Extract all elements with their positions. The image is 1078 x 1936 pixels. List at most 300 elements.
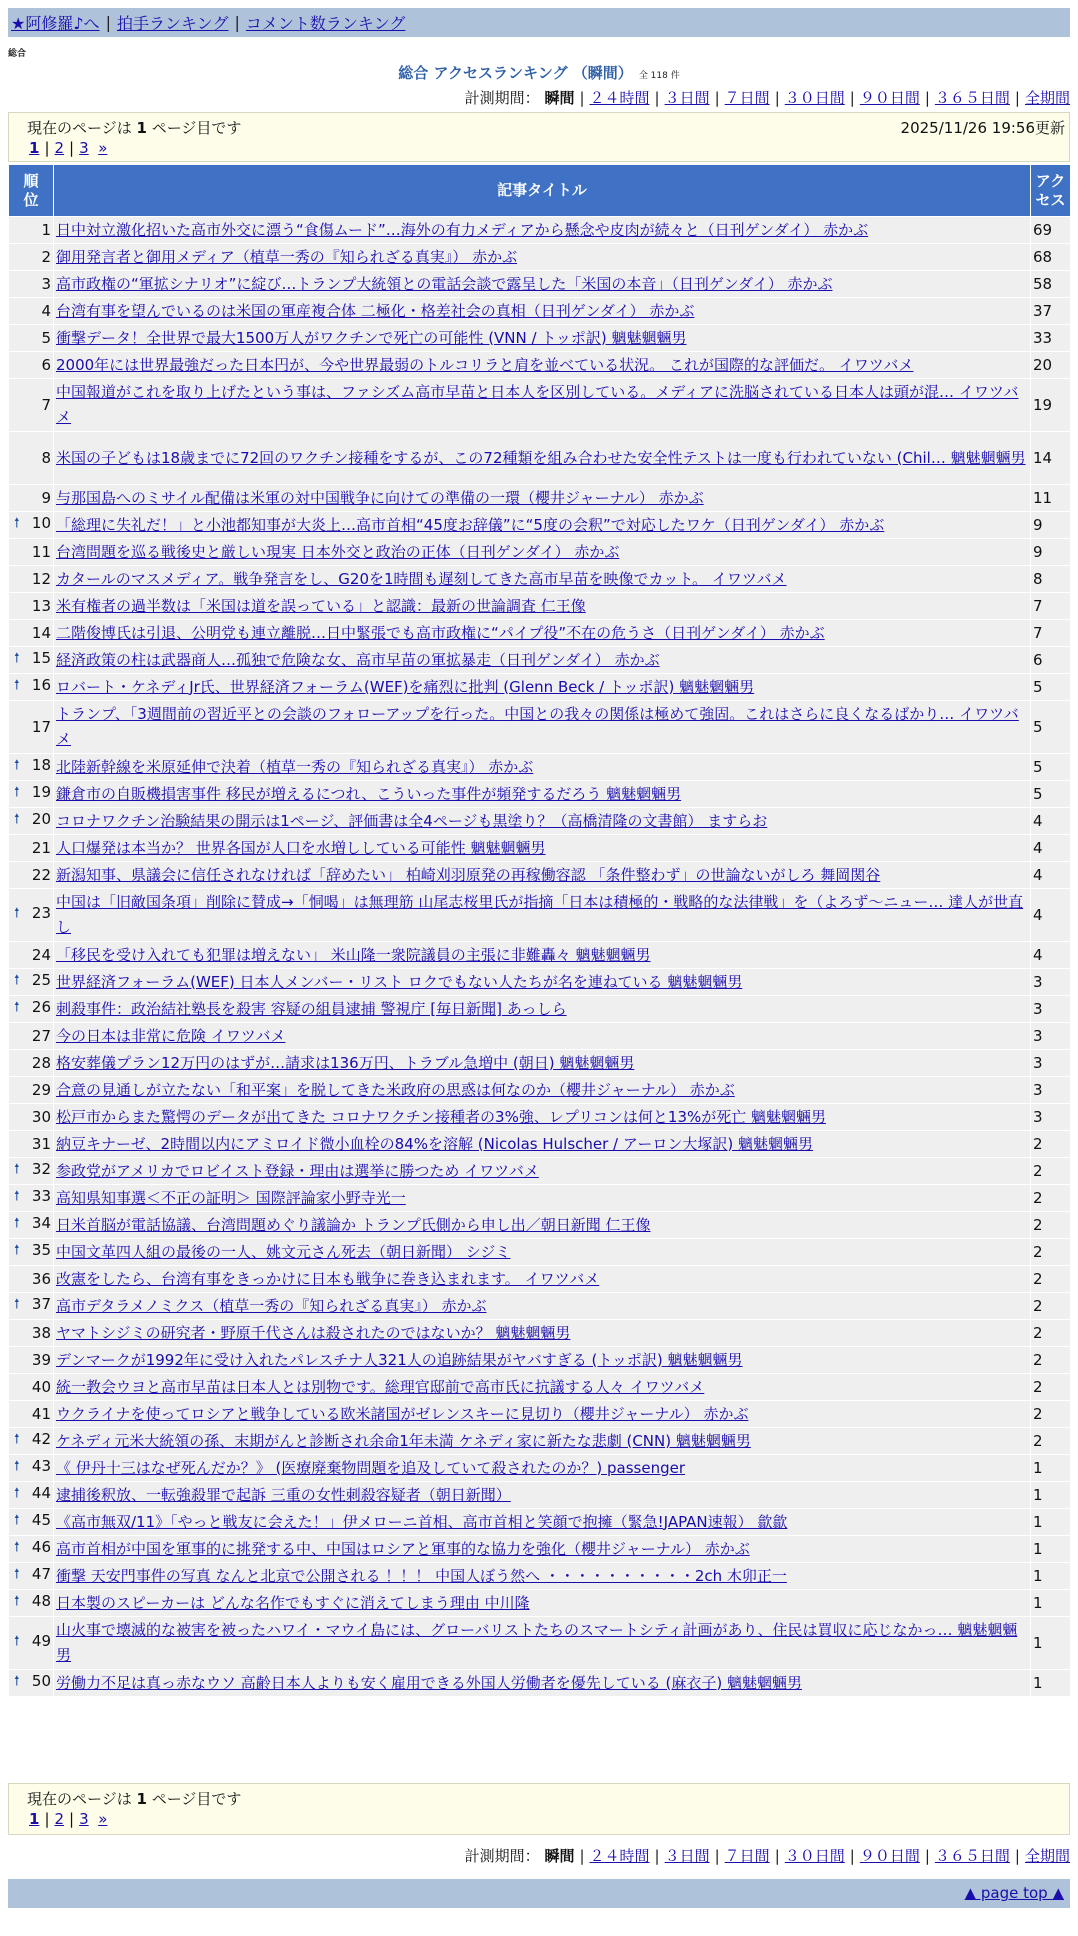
table-row (9, 566, 1071, 593)
page-info-box-bottom (8, 1783, 1070, 1835)
title-cell (54, 1563, 1031, 1590)
period-label: 計測期間： (464, 1847, 545, 1865)
rank-cell (9, 217, 54, 244)
access-count: 5 (1031, 674, 1071, 701)
article-link[interactable]: 統一教会ウヨと高市早苗は日本人とは別物です。総理官邸前で高市氏に抗議する人々 イワツバメ (56, 1377, 705, 1396)
article-link[interactable]: 改憲をしたら、台湾有事をきっかけに日本も戦争に巻き込まれます。 イワツバメ (56, 1269, 600, 1288)
table-row (9, 781, 1071, 808)
rank-cell (9, 781, 54, 808)
up-arrow-icon: 🠕 (14, 785, 20, 800)
table-row (9, 1050, 1071, 1077)
title-cell (54, 1077, 1031, 1104)
rank-number: 12 (31, 570, 51, 588)
access-count: 2 (1031, 1401, 1071, 1428)
period-separator: | (924, 89, 930, 107)
title-cell (54, 1158, 1031, 1185)
rank-cell (9, 1320, 54, 1347)
access-count: 2 (1031, 1239, 1071, 1266)
article-link[interactable]: 米有権者の過半数は「米国は道を誤っている」と認識：最新の世論調査 仁王像 (56, 596, 586, 615)
table-row (9, 996, 1071, 1023)
title-cell (54, 539, 1031, 566)
table-row (9, 1023, 1071, 1050)
title-cell (54, 1239, 1031, 1266)
rank-number: 2 (41, 248, 51, 266)
period-separator: | (654, 1847, 660, 1865)
table-row (9, 1374, 1071, 1401)
title-cell (54, 352, 1031, 379)
up-arrow-icon: 🠕 (14, 758, 20, 773)
article-link[interactable]: トランプ、「3週間前の習近平との会談のフォローアップを行った。中国との我々の関係は極めて強固。これはさらに良くなるばかり… イワツバメ (56, 705, 1019, 748)
access-count: 3 (1031, 969, 1071, 996)
title-cell (54, 1482, 1031, 1509)
ranking-table-body (9, 217, 1071, 1697)
rank-cell (9, 1185, 54, 1212)
period-link-5[interactable]: ３６５日間 (934, 1847, 1010, 1865)
access-count: 1 (1031, 1617, 1071, 1670)
rank-number: 48 (31, 1592, 51, 1610)
article-link[interactable]: 与那国島へのミサイル配備は米軍の対中国戦争に向けての準備の一環（櫻井ジャーナル） 赤かぶ (56, 488, 704, 507)
article-link[interactable]: 米国の子どもは18歳までに72回のワクチン接種をするが、この72種類を組み合わせた安全性テストは一度も行われていない (Chil… 魑魅魍魎男 (56, 448, 1026, 467)
pager-next[interactable]: » (98, 1810, 108, 1828)
period-separator: | (714, 1847, 720, 1865)
article-link[interactable]: 世界経済フォーラム(WEF) 日本人メンバー・リスト ロクでもない人たちが名を連ねている 魑魅魍魎男 (56, 972, 743, 991)
rank-number: 13 (31, 597, 51, 615)
table-row (9, 701, 1071, 754)
access-count: 4 (1031, 862, 1071, 889)
period-link-3[interactable]: ３０日間 (784, 1847, 845, 1865)
article-link[interactable]: 二階俊博氏は引退、公明党も連立離脱…日中緊張でも高市政権に“パイプ役”不在の危うさ（日刊ゲンダイ） 赤かぶ (56, 623, 825, 642)
rank-cell (9, 593, 54, 620)
page-info-suffix: ページ目です (151, 119, 242, 137)
rank-cell (9, 1293, 54, 1320)
article-link[interactable]: 台湾問題を巡る戦後史と厳しい現実 日本外交と政治の正体（日刊ゲンダイ） 赤かぶ (56, 542, 620, 561)
current-page-info (27, 117, 241, 138)
rank-cell (9, 1563, 54, 1590)
access-count: 4 (1031, 808, 1071, 835)
table-row (9, 1320, 1071, 1347)
up-arrow-icon: 🠕 (14, 1000, 20, 1015)
rank-number: 45 (31, 1511, 51, 1529)
title-cell (54, 379, 1031, 432)
access-count: 33 (1031, 325, 1071, 352)
period-link-6[interactable]: 全期間 (1024, 1847, 1070, 1865)
table-row (9, 1347, 1071, 1374)
up-arrow-icon: 🠕 (14, 1162, 20, 1177)
rank-cell (9, 244, 54, 271)
rank-number: 32 (31, 1160, 51, 1178)
article-link[interactable]: デンマークが1992年に受け入れたパレスチナ人321人の追跡結果がヤバすぎる (トッポ訳) 魑魅魍魎男 (56, 1350, 743, 1369)
title-cell (54, 647, 1031, 674)
comment-ranking-link[interactable]: コメント数ランキング (245, 14, 406, 33)
article-link[interactable]: 山火事で壊滅的な被害を被ったハワイ・マウイ島には、グローバリストたちのスマートシティ計画があり、住民は買収に応じなかっ… 魑魅魍魎男 (56, 1621, 1018, 1664)
pager-top: 1 | 2 | 3 » (29, 139, 108, 157)
rank-cell (9, 1023, 54, 1050)
up-arrow-icon: 🠕 (14, 1567, 20, 1582)
article-link[interactable]: 中国報道がこれを取り上げたという事は、ファシズム高市早苗と日本人を区別している。メディアに洗脳されている日本人は頭が混… イワツバメ (56, 383, 1019, 426)
up-arrow-icon: 🠕 (14, 1486, 20, 1501)
article-link[interactable]: 台湾有事を望んでいるのは米国の軍産複合体 二極化・格差社会の真相（日刊ゲンダイ） 赤かぶ (56, 301, 695, 320)
title-cell (54, 674, 1031, 701)
header-rank (9, 165, 54, 217)
table-row (9, 889, 1071, 942)
rank-number: 20 (31, 810, 51, 828)
period-link-1[interactable]: ３日間 (664, 89, 710, 107)
table-row (9, 1104, 1071, 1131)
rank-cell (9, 996, 54, 1023)
title-cell (54, 969, 1031, 996)
access-count: 5 (1031, 781, 1071, 808)
access-count: 58 (1031, 271, 1071, 298)
title-cell (54, 1374, 1031, 1401)
rank-cell (9, 889, 54, 942)
rank-number: 24 (31, 946, 51, 964)
title-cell (54, 217, 1031, 244)
period-link-2[interactable]: ７日間 (724, 89, 770, 107)
article-link[interactable]: 逮捕後釈放、一転強殺罪で起訴 三重の女性刺殺容疑者（朝日新聞） (56, 1485, 511, 1504)
up-arrow-icon: 🠕 (14, 1594, 20, 1609)
article-link[interactable]: 衝撃 天安門事件の写真 なんと北京で公開される ！！！ 中国人ぼう然へ ・・・・・・・・・・2ch 木卯正一 (56, 1566, 787, 1585)
article-link[interactable]: ウクライナを使ってロシアと戦争している欧米諸国がゼレンスキーに見切り（櫻井ジャーナル） 赤かぶ (56, 1404, 749, 1423)
article-link[interactable]: 「移民を受け入れても犯罪は増えない」 米山隆一衆院議員の主張に非難轟々 魑魅魍魎男 (56, 945, 651, 964)
rank-number: 31 (31, 1135, 51, 1153)
article-link[interactable]: 人口爆発は本当か？ 世界各国が人口を水増ししている可能性 魑魅魍魎男 (56, 838, 546, 857)
header-count-label: アク セス (1035, 171, 1066, 209)
rank-cell (9, 808, 54, 835)
table-row (9, 539, 1071, 566)
total-count: 全 118 件 (638, 71, 680, 81)
period-separator: | (579, 1847, 585, 1865)
title-cell (54, 1509, 1031, 1536)
access-count: 37 (1031, 298, 1071, 325)
access-count: 68 (1031, 244, 1071, 271)
rank-cell (9, 1428, 54, 1455)
rank-number: 41 (31, 1405, 51, 1423)
access-count: 4 (1031, 889, 1071, 942)
table-row (9, 1428, 1071, 1455)
header-title: 記事タイトル (54, 165, 1031, 217)
article-link[interactable]: 参政党がアメリカでロビイスト登録・理由は選挙に勝つため イワツバメ (56, 1161, 539, 1180)
table-row (9, 1509, 1071, 1536)
page-info-prefix: 現在のページは (27, 119, 132, 137)
pager-page-3[interactable]: 3 (79, 139, 89, 157)
access-count: 6 (1031, 647, 1071, 674)
period-link-0[interactable]: ２４時間 (589, 89, 650, 107)
table-row (9, 942, 1071, 969)
article-link[interactable]: 「総理に失礼だ！」と小池都知事が大炎上…高市首相“45度お辞儀”に“5度の会釈”で対応したワケ（日刊ゲンダイ） 赤かぶ (56, 515, 885, 534)
access-count: 19 (1031, 379, 1071, 432)
access-count: 1 (1031, 1455, 1071, 1482)
title-cell (54, 1212, 1031, 1239)
rank-cell (9, 862, 54, 889)
rank-number: 18 (31, 756, 51, 774)
rank-number: 44 (31, 1484, 51, 1502)
title-cell (54, 1104, 1031, 1131)
access-count: 9 (1031, 512, 1071, 539)
rank-cell (9, 1670, 54, 1697)
article-link[interactable]: コロナワクチン治験結果の開示は1ページ、評価書は全4ページも黒塗り？（高橋清隆の文書館） ますらお (56, 811, 768, 830)
rank-number: 29 (31, 1081, 51, 1099)
article-link[interactable]: 2000年には世界最強だった日本円が、今や世界最弱のトルコリラと肩を並べている状況。 これが国際的な評価だ。 イワツバメ (56, 355, 914, 374)
table-row (9, 1239, 1071, 1266)
article-link[interactable]: 納豆キナーゼ、2時間以内にアミロイド微小血栓の84%を溶解 (Nicolas Hulscher / アーロン大塚訳) 魑魅魍魎男 (56, 1134, 814, 1153)
access-count: 1 (1031, 1482, 1071, 1509)
up-arrow-icon: 🠕 (14, 516, 20, 531)
access-count: 4 (1031, 942, 1071, 969)
article-link[interactable]: 高知県知事選＜不正の証明＞ 国際評論家小野寺光一 (56, 1188, 406, 1207)
article-link[interactable]: 高市政権の“軍拡シナリオ”に綻び…トランプ大統領との電話会談で露呈した「米国の本音」（日刊ゲンダイ） 赤かぶ (56, 274, 833, 293)
pager-page-2[interactable]: 2 (54, 1810, 65, 1828)
table-header-row (9, 165, 1071, 217)
up-arrow-icon: 🠕 (14, 906, 20, 921)
nav-separator: | (234, 13, 240, 32)
rank-number: 6 (41, 356, 51, 374)
up-arrow-icon: 🠕 (14, 1459, 20, 1474)
article-link[interactable]: 鎌倉市の自販機損害事件 移民が増えるにつれ、こういった事件が頻発するだろう 魑魅魍魎男 (56, 784, 682, 803)
rank-number: 47 (31, 1565, 51, 1583)
period-separator: | (924, 1847, 930, 1865)
article-link[interactable]: 中国文革四人組の最後の一人、姚文元さん死去（朝日新聞） シジミ (56, 1242, 511, 1261)
period-separator: | (1014, 89, 1020, 107)
period-link-0[interactable]: ２４時間 (589, 1847, 650, 1865)
rank-cell (9, 1050, 54, 1077)
table-row (9, 620, 1071, 647)
article-link[interactable]: 御用発言者と御用メディア（植草一秀の『知られざる真実』） 赤かぶ (56, 247, 518, 266)
article-link[interactable]: 今の日本は非常に危険 イワツバメ (56, 1026, 286, 1045)
rank-number: 30 (31, 1108, 51, 1126)
up-arrow-icon: 🠕 (14, 678, 20, 693)
title-cell (54, 485, 1031, 512)
rank-number: 34 (31, 1214, 51, 1232)
title-cell (54, 1320, 1031, 1347)
up-arrow-icon: 🠕 (14, 1432, 20, 1447)
table-row (9, 1212, 1071, 1239)
article-link[interactable]: 労働力不足は真っ赤なウソ 高齢日本人よりも安く雇用できる外国人労働者を優先している (麻衣子) 魑魅魍魎男 (56, 1673, 803, 1692)
page-info-number: 1 (136, 1790, 147, 1808)
access-count: 1 (1031, 1536, 1071, 1563)
pager-page-current[interactable]: 1 (29, 139, 40, 157)
nav-separator: | (105, 13, 111, 32)
table-row (9, 217, 1071, 244)
footer-bar (8, 1879, 1070, 1908)
access-count: 7 (1031, 593, 1071, 620)
title-cell (54, 754, 1031, 781)
access-count: 1 (1031, 1590, 1071, 1617)
page-info-box-top (8, 112, 1070, 162)
access-count: 2 (1031, 1158, 1071, 1185)
up-arrow-icon: 🠕 (14, 1634, 20, 1649)
rank-number: 22 (31, 866, 51, 884)
title-cell (54, 781, 1031, 808)
rank-cell (9, 835, 54, 862)
period-separator: | (654, 89, 660, 107)
period-link-3[interactable]: ３０日間 (784, 89, 845, 107)
rank-cell (9, 485, 54, 512)
access-count: 2 (1031, 1293, 1071, 1320)
title-cell (54, 1428, 1031, 1455)
title-cell (54, 889, 1031, 942)
article-link[interactable]: 日中対立激化招いた高市外交に漂う“食傷ムード”…海外の有力メディアから懸念や皮肉が続々と（日刊ゲンダイ） 赤かぶ (56, 220, 869, 239)
pager-page-3[interactable]: 3 (79, 1810, 89, 1828)
article-link[interactable]: 高市首相が中国を軍事的に挑発する中、中国はロシアと軍事的な協力を強化（櫻井ジャーナル） 赤かぶ (56, 1539, 750, 1558)
access-count: 3 (1031, 1077, 1071, 1104)
rank-number: 10 (31, 514, 51, 532)
rank-cell (9, 1266, 54, 1293)
rank-number: 38 (31, 1324, 51, 1342)
table-row (9, 1536, 1071, 1563)
table-row (9, 862, 1071, 889)
title-cell (54, 620, 1031, 647)
title-cell (54, 1670, 1031, 1697)
table-row (9, 432, 1071, 485)
table-row (9, 1158, 1071, 1185)
rank-number: 49 (31, 1632, 51, 1650)
table-row (9, 512, 1071, 539)
rank-number: 50 (31, 1672, 51, 1690)
access-count: 3 (1031, 1023, 1071, 1050)
access-count: 2 (1031, 1131, 1071, 1158)
section-label: 総合 (8, 49, 27, 59)
table-row (9, 647, 1071, 674)
title-cell (54, 808, 1031, 835)
article-link[interactable]: ヤマトシジミの研究者・野原千代さんは殺されたのではないか？ 魑魅魍魎男 (56, 1323, 571, 1342)
period-link-4[interactable]: ９０日間 (859, 1847, 920, 1865)
article-link[interactable]: 高市デタラメノミクス（植草一秀の『知られざる真実』） 赤かぶ (56, 1296, 487, 1315)
page-title-text: 総合 アクセスランキング （瞬間） (398, 64, 633, 82)
period-separator: | (579, 89, 585, 107)
table-row (9, 1482, 1071, 1509)
rank-cell (9, 1131, 54, 1158)
article-link[interactable]: 合意の見通しが立たない「和平案」を脱してきた米政府の思惑は何なのか（櫻井ジャーナル） 赤かぶ (56, 1080, 735, 1099)
up-arrow-icon: 🠕 (14, 1297, 20, 1312)
rank-number: 19 (31, 783, 51, 801)
rank-number: 15 (31, 649, 51, 667)
article-link[interactable]: 日米首脳が電話協議、台湾問題めぐり議論か トランプ氏側から申し出／朝日新聞 仁王像 (56, 1215, 651, 1234)
access-count: 2 (1031, 1320, 1071, 1347)
period-link-1[interactable]: ３日間 (664, 1847, 710, 1865)
period-link-2[interactable]: ７日間 (724, 1847, 770, 1865)
article-link[interactable]: 中国は「旧敵国条項」削除に賛成→「恫喝」は無理筋 山尾志桜里氏が指摘「日本は積極的・戦略的な法律戦」を（よろず～ニュー… 達人が世直し (56, 893, 1024, 936)
pager-bottom: 1 | 2 | 3 » (29, 1810, 108, 1828)
article-link[interactable]: 北陸新幹線を米原延伸で決着（植草一秀の『知られざる真実』） 赤かぶ (56, 757, 534, 776)
rank-number: 5 (41, 329, 51, 347)
rank-cell (9, 1158, 54, 1185)
up-arrow-icon: 🠕 (14, 812, 20, 827)
table-row (9, 325, 1071, 352)
rank-number: 36 (31, 1270, 51, 1288)
title-cell (54, 1536, 1031, 1563)
rank-number: 17 (31, 718, 51, 736)
rank-number: 4 (41, 302, 51, 320)
article-link[interactable]: 刺殺事件：政治結社塾長を殺害 容疑の組員逮捕 警視庁 [毎日新聞] あっしら (56, 999, 567, 1018)
rank-cell (9, 379, 54, 432)
title-cell (54, 593, 1031, 620)
rank-cell (9, 674, 54, 701)
article-link[interactable]: 《高市無双/11》「やっと戦友に会えた！」伊メローニ首相、高市首相と笑顔で抱擁（緊急!JAPAN速報） 歙歙 (56, 1512, 788, 1531)
title-cell (54, 835, 1031, 862)
table-row (9, 674, 1071, 701)
rank-number: 16 (31, 676, 51, 694)
table-row (9, 1617, 1071, 1670)
rank-number: 7 (41, 396, 51, 414)
rank-cell (9, 1590, 54, 1617)
article-link[interactable]: 格安葬儀プラン12万円のはずが…請求は136万円、トラブル急増中 (朝日) 魑魅魍魎男 (56, 1053, 635, 1072)
access-count: 5 (1031, 754, 1071, 781)
table-row (9, 754, 1071, 781)
rank-cell (9, 942, 54, 969)
title-cell (54, 244, 1031, 271)
rank-number: 42 (31, 1430, 51, 1448)
table-row (9, 1455, 1071, 1482)
access-count: 4 (1031, 835, 1071, 862)
table-row (9, 298, 1071, 325)
pager-page-current[interactable]: 1 (29, 1810, 40, 1828)
title-cell (54, 325, 1031, 352)
page-top-link[interactable]: ▲ page top ▲ (964, 1884, 1064, 1902)
access-count: 2 (1031, 1374, 1071, 1401)
rank-number: 9 (41, 489, 51, 507)
rank-cell (9, 701, 54, 754)
clap-ranking-link[interactable]: 拍手ランキング (116, 14, 229, 33)
rank-number: 40 (31, 1378, 51, 1396)
access-count: 2 (1031, 1428, 1071, 1455)
article-link[interactable]: ロバート・ケネディJr氏、世界経済フォーラム(WEF)を痛烈に批判 (Glenn Beck / トッポ訳) 魑魅魍魎男 (56, 677, 755, 696)
period-link-4[interactable]: ９０日間 (859, 89, 920, 107)
title-cell (54, 271, 1031, 298)
article-link[interactable]: 日本製のスピーカーは どんな名作でもすぐに消えてしまう理由 中川隆 (56, 1593, 530, 1612)
table-row (9, 244, 1071, 271)
period-separator: | (714, 89, 720, 107)
article-link[interactable]: 《 伊丹十三はなぜ死んだか？》 (医療廃棄物問題を追及していて殺されたのか？) passenger (56, 1458, 686, 1477)
article-link[interactable]: 松戸市からまた驚愕のデータが出てきた コロナワクチン接種者の3%強、レプリコンは何と13%が死亡 魑魅魍魎男 (56, 1107, 827, 1126)
table-row (9, 1266, 1071, 1293)
rank-cell (9, 539, 54, 566)
table-row (9, 1401, 1071, 1428)
table-row (9, 1670, 1071, 1697)
article-link[interactable]: カタールのマスメディア。戦争発言をし、G20を1時間も遅刻してきた高市早苗を映像でカット。 イワツバメ (56, 569, 787, 588)
article-link[interactable]: 経済政策の柱は武器商人…孤独で危険な女、高市早苗の軍拡暴走（日刊ゲンダイ） 赤かぶ (56, 650, 660, 669)
period-link-6[interactable]: 全期間 (1024, 89, 1070, 107)
title-cell (54, 298, 1031, 325)
table-row (9, 271, 1071, 298)
title-cell (54, 1455, 1031, 1482)
table-row (9, 1563, 1071, 1590)
rank-cell (9, 1401, 54, 1428)
rank-number: 11 (31, 543, 51, 561)
access-count: 11 (1031, 485, 1071, 512)
up-arrow-icon: 🠕 (14, 973, 20, 988)
pager-next[interactable]: » (98, 139, 108, 157)
rank-cell (9, 1617, 54, 1670)
table-row (9, 379, 1071, 432)
title-cell (54, 862, 1031, 889)
period-separator: | (1014, 1847, 1020, 1865)
pager-page-2[interactable]: 2 (54, 139, 65, 157)
article-link[interactable]: ケネディ元米大統領の孫、末期がんと診断され余命1年未満 ケネディ家に新たな悲劇 (CNN) 魑魅魍魎男 (56, 1431, 751, 1450)
up-arrow-icon: 🠕 (14, 1216, 20, 1231)
home-link[interactable]: ★阿修羅♪へ (11, 14, 100, 33)
updated-timestamp: 2025/11/26 19:56更新 (900, 119, 1065, 137)
title-cell (54, 942, 1031, 969)
article-link[interactable]: 新潟知事、県議会に信任されなければ「辞めたい」 柏崎刈羽原発の再稼働容認 「条件整わず」の世論ないがしろ 舞岡関谷 (56, 865, 881, 884)
title-cell (54, 1401, 1031, 1428)
rank-number: 43 (31, 1457, 51, 1475)
period-link-5[interactable]: ３６５日間 (934, 89, 1010, 107)
page-info-number: 1 (136, 119, 147, 137)
rank-number: 39 (31, 1351, 51, 1369)
page-info-prefix: 現在のページは (27, 1790, 132, 1808)
article-link[interactable]: 衝撃データ！全世界で最大1500万人がワクチンで死亡の可能性 (VNN / トッポ訳) 魑魅魍魎男 (56, 328, 687, 347)
access-count: 8 (1031, 566, 1071, 593)
